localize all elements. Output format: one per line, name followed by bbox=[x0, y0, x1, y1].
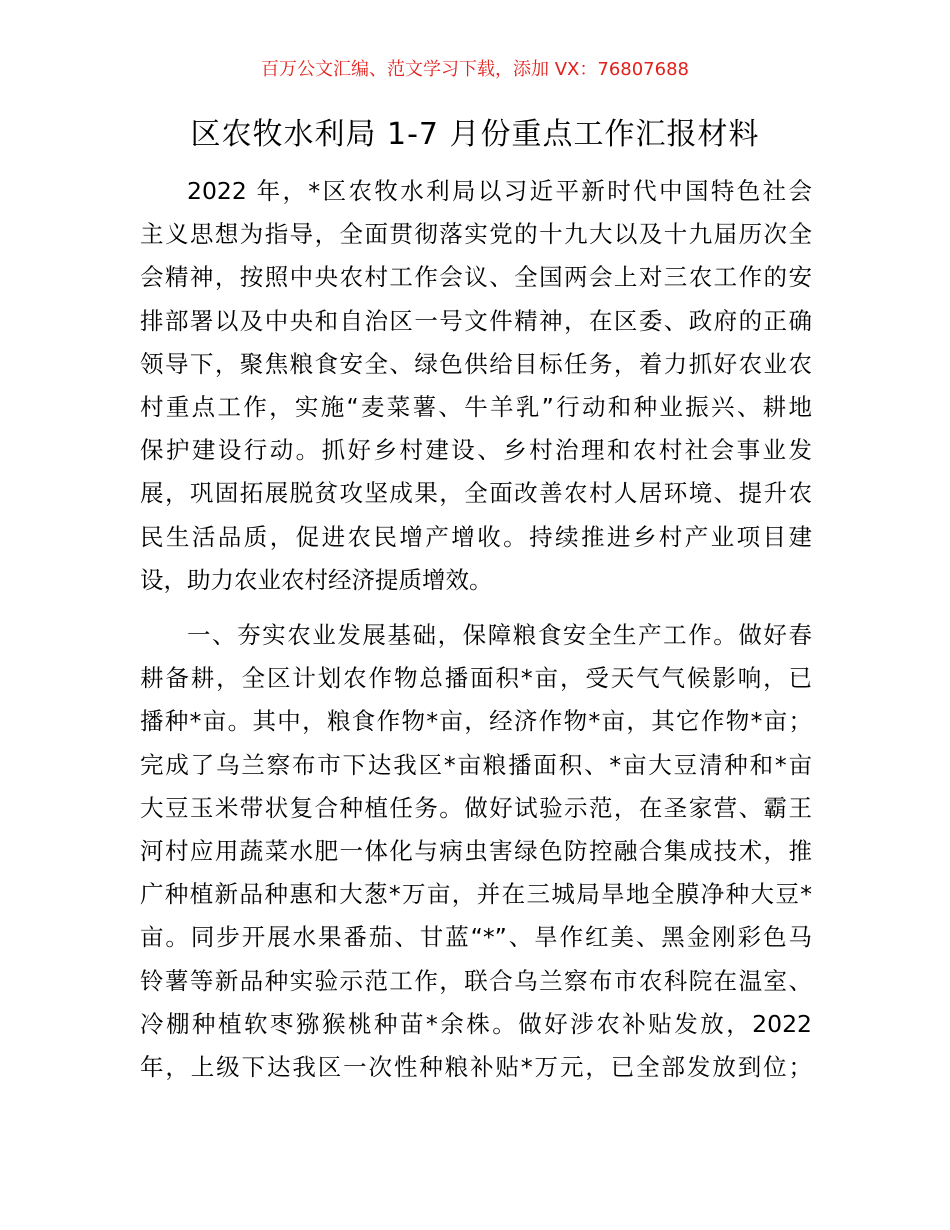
header-promo-text: 百万公文汇编、范文学习下载，添加 VX：76807688 bbox=[261, 59, 689, 80]
paragraph-line: 一、夯实农业发展基础，保障粮食安全生产工作。做好春 bbox=[187, 621, 812, 649]
paragraph-line: 亩。同步开展水果番茄、甘蓝“*”、旱作红美、黑金刚彩色马 bbox=[140, 923, 812, 952]
paragraph-line: 耕备耕，全区计划农作物总播面积*亩，受天气气候影响，已 bbox=[140, 664, 812, 693]
paragraph-line: 年，上级下达我区一次性种粮补贴*万元，已全部发放到位； bbox=[140, 1052, 812, 1081]
paragraph-line: 冷棚种植软枣猕猴桃种苗*余株。做好涉农补贴发放，2022 bbox=[140, 1009, 812, 1038]
paragraph-line: 排部署以及中央和自治区一号文件精神，在区委、政府的正确 bbox=[140, 306, 812, 335]
paragraph-line: 2022 年，*区农牧水利局以习近平新时代中国特色社会 bbox=[187, 177, 812, 205]
paragraph-line: 完成了乌兰察布市下达我区*亩粮播面积、*亩大豆清种和*亩 bbox=[140, 750, 812, 779]
paragraph-line: 播种*亩。其中，粮食作物*亩，经济作物*亩，其它作物*亩； bbox=[140, 707, 812, 736]
paragraph-line: 河村应用蔬菜水肥一体化与病虫害绿色防控融合集成技术，推 bbox=[140, 836, 812, 865]
paragraph-line: 领导下，聚焦粮食安全、绿色供给目标任务，着力抓好农业农 bbox=[140, 349, 812, 378]
paragraph-line: 会精神，按照中央农村工作会议、全国两会上对三农工作的安 bbox=[140, 263, 812, 292]
paragraph-line: 村重点工作，实施“麦菜薯、牛羊乳”行动和种业振兴、耕地 bbox=[140, 392, 812, 421]
paragraph-line: 铃薯等新品种实验示范工作，联合乌兰察布市农科院在温室、 bbox=[140, 966, 812, 995]
paragraph-line: 广种植新品种惠和大葱*万亩，并在三城局旱地全膜净种大豆* bbox=[140, 880, 812, 909]
paragraph-section-one bbox=[140, 614, 812, 1089]
paragraph-line: 设，助力农业农村经济提质增效。 bbox=[140, 565, 493, 594]
paragraph-intro bbox=[140, 170, 812, 602]
paragraph-line: 展，巩固拓展脱贫攻坚成果，全面改善农村人居环境、提升农 bbox=[140, 479, 812, 508]
paragraph-line: 主义思想为指导，全面贯彻落实党的十九大以及十九届历次全 bbox=[140, 220, 812, 249]
paragraph-line: 大豆玉米带状复合种植任务。做好试验示范，在圣家营、霸王 bbox=[140, 793, 812, 822]
paragraph-line: 民生活品质，促进农民增产增收。持续推进乡村产业项目建 bbox=[140, 522, 812, 551]
paragraph-line: 保护建设行动。抓好乡村建设、乡村治理和农村社会事业发 bbox=[140, 436, 812, 465]
document-title: 区农牧水利局 1-7 月份重点工作汇报材料 bbox=[190, 117, 760, 152]
